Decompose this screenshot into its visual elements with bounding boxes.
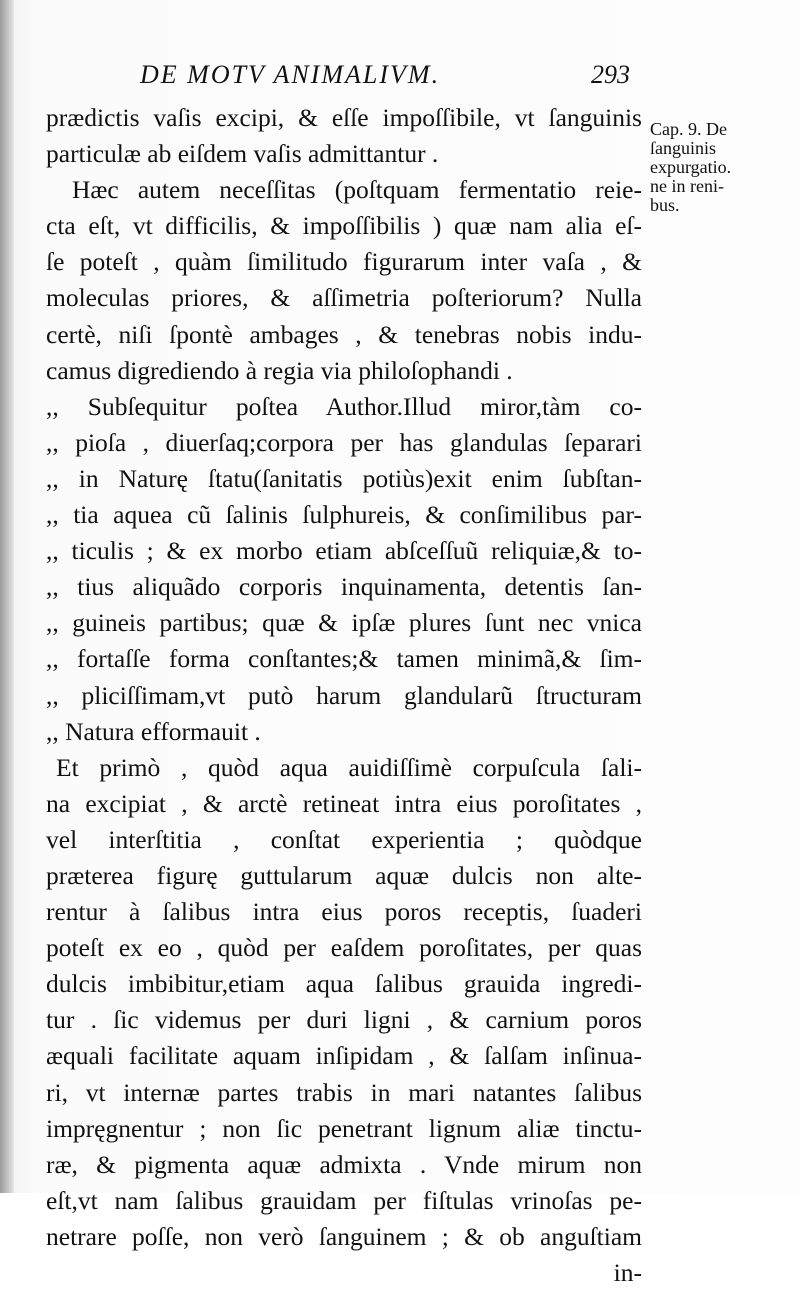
text-line: cta eſt, vt difficilis, & impoſſibilis ) quæ nam alia eſ- (46, 211, 642, 241)
text-line: dulcis imbibitur,etiam aqua ſalibus grauida ingredi- (46, 969, 642, 999)
text-line: na excipiat , & arctè retineat intra eius poroſitates , (46, 788, 642, 818)
text-line: eſt,vt nam ſalibus grauidam per fiſtulas vrinoſas pe- (46, 1185, 642, 1215)
text-line: ,, pliciſſimam,vt putò harum glandularũ ſtructuram (46, 680, 642, 710)
text-line: ,, guineis partibus; quæ & ipſæ plures ſunt nec vnica (46, 608, 642, 638)
text-line: Hæc autem neceſſitas (poſtquam fermentatio reie- (72, 175, 642, 205)
text-line: æquali facilitate aquam inſipidam , & ſalſam inſinua- (46, 1041, 642, 1071)
text-line: ,, in Naturę ſtatu(ſanitatis potiùs)exit enim ſubſtan- (46, 463, 642, 493)
text-line: tur . ſic videmus per duri ligni , & carnium poros (46, 1005, 642, 1035)
margin-note-line: Cap. 9. De (650, 119, 727, 139)
text-line: ræ, & pigmenta aquæ admixta . Vnde mirum non (46, 1149, 642, 1179)
margin-note-line: expurgatio. (650, 157, 732, 177)
text-line: Et primò , quòd aqua auidiſſimè corpuſcula ſali- (56, 752, 642, 782)
running-title: DE MOTV ANIMALIVM. (140, 60, 441, 89)
text-line: ,, tius aliquãdo corporis inquinamenta, detentis ſan- (46, 572, 642, 602)
text-line: ,, pioſa , diuerſaq;corpora per has glandulas ſeparari (46, 427, 642, 457)
text-line: ,, tia aquea cũ ſalinis ſulphureis, & conſimilibus par- (46, 500, 642, 530)
text-line: impręgnentur ; non ſic penetrant lignum aliæ tinctu- (46, 1113, 642, 1143)
page-edge-shadow (0, 0, 14, 1193)
text-line: ,, ticulis ; & ex morbo etiam abſceſſuũ reliquiæ,& to- (46, 536, 642, 566)
text-line: vel interſtitia , conſtat experientia ; quòdque (46, 824, 642, 854)
text-line: camus digrediendo à regia via philoſophandi . (46, 355, 513, 385)
text-line: ,, Subſequitur poſtea Author.Illud miror,tàm co- (46, 391, 642, 421)
text-line: prædictis vaſis excipi, & eſſe impoſſibile, vt ſanguinis (46, 103, 642, 132)
text-line: ri, vt internæ partes trabis in mari natantes ſalibus (46, 1077, 642, 1107)
text-line: netrare poſſe, non verò ſanguinem ; & ob anguſtiam (46, 1221, 642, 1251)
running-head (140, 60, 630, 96)
body-text (46, 100, 642, 1291)
text-line: rentur à ſalibus intra eius poros receptis, ſuaderi (46, 897, 642, 927)
margin-note-line: bus. (650, 195, 680, 215)
text-line: poteſt ex eo , quòd per eaſdem poroſitates, per quas (46, 933, 642, 963)
text-line: ,, Natura efformauit . (46, 716, 261, 746)
text-line: ,, fortaſſe forma conſtantes;& tamen minimã,& ſim- (46, 644, 642, 674)
page-number: 293 (591, 60, 630, 89)
text-line: præterea figurę guttularum aquæ dulcis non alte- (46, 860, 642, 890)
text-line: certè, niſi ſpontè ambages , & tenebras nobis indu- (46, 319, 642, 349)
text-line: ſe poteſt , quàm ſimilitudo figurarum inter vaſa , & (46, 247, 642, 277)
margin-note (650, 120, 790, 215)
margin-note-line: ne in reni- (650, 176, 724, 196)
catchword: in- (613, 1258, 642, 1287)
text-line: moleculas priores, & aſſimetria poſteriorum? Nulla (46, 283, 642, 313)
text-line: particulæ ab eiſdem vaſis admittantur . (46, 139, 439, 169)
margin-note-line: ſanguinis (650, 138, 716, 158)
